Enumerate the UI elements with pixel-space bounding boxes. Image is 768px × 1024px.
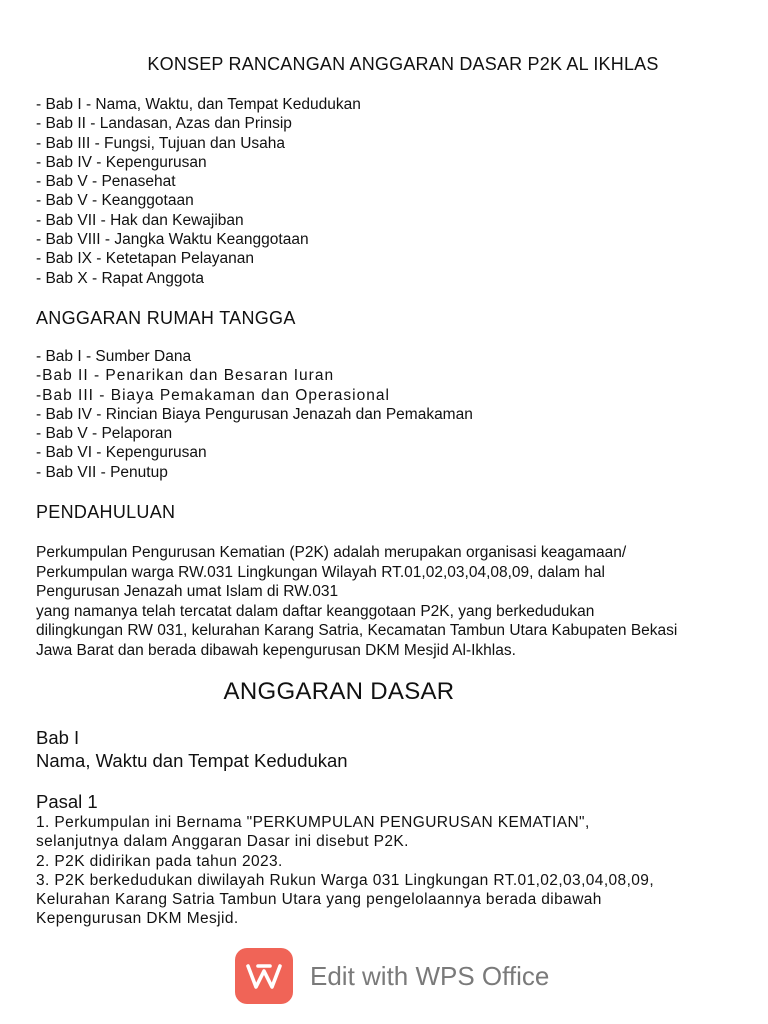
art-chapter-list <box>36 347 473 482</box>
bab-heading <box>36 726 348 772</box>
list-item: - Bab I - Nama, Waktu, dan Tempat Kedudukan <box>36 96 361 113</box>
list-item: - Bab VI - Kepengurusan <box>36 444 207 462</box>
section-title: ANGGARAN DASAR <box>223 678 455 705</box>
list-item: - Bab VIII - Jangka Waktu Keanggotaan <box>36 231 309 249</box>
list-item: - Bab IV - Kepengurusan <box>36 153 207 171</box>
list-item: - Bab VII - Hak dan Kewajiban <box>36 211 244 229</box>
list-item: - Bab V - Pelaporan <box>36 425 173 443</box>
paragraph-line: Jawa Barat dan berada dibawah kepengurusan DKM Mesjid Al-Ikhlas. <box>36 641 516 659</box>
paragraph-line: Perkumpulan warga RW.031 Lingkungan Wilayah RT.01,02,03,04,08,09, dalam hal <box>36 563 605 581</box>
paragraph-line: Pengurusan Jenazah umat Islam di RW.031 <box>36 583 339 600</box>
list-item: - Bab IV - Rincian Biaya Pengurusan Jenazah dan Pemakaman <box>36 405 473 423</box>
list-item: - Bab V - Keanggotaan <box>36 192 194 210</box>
intro-paragraph <box>36 543 756 660</box>
pasal-line: Kepengurusan DKM Mesjid. <box>36 910 239 928</box>
pasal-line: 2. P2K didirikan pada tahun 2023. <box>36 852 283 870</box>
list-item: - Bab III - Fungsi, Tujuan dan Usaha <box>36 134 285 152</box>
document-title: KONSEP RANCANGAN ANGGARAN DASAR P2K AL IKHLAS <box>147 54 659 74</box>
list-item: - Bab I - Sumber Dana <box>36 348 192 365</box>
list-item: - Bab IX - Ketetapan Pelayanan <box>36 250 255 268</box>
list-item: - Bab X - Rapat Anggota <box>36 269 205 287</box>
paragraph-line: yang namanya telah tercatat dalam daftar keanggotaan P2K, yang berkedudukan <box>36 602 595 620</box>
bab-label: Bab I <box>36 727 80 748</box>
wps-watermark[interactable] <box>235 948 549 1004</box>
wps-logo-icon <box>235 948 293 1004</box>
wps-watermark-text: Edit with WPS Office <box>310 960 550 991</box>
pasal-line: Kelurahan Karang Satria Tambun Utara yang pengelolaannya berada dibawah <box>36 891 602 909</box>
pasal-line: 1. Perkumpulan ini Bernama "PERKUMPULAN PENGURUSAN KEMATIAN", <box>36 814 590 831</box>
pasal-line: selanjutnya dalam Anggaran Dasar ini disebut P2K. <box>36 833 409 851</box>
art-heading: ANGGARAN RUMAH TANGGA <box>36 308 296 328</box>
ad-chapter-list <box>36 95 361 288</box>
paragraph-line: dilingkungan RW 031, kelurahan Karang Satria, Kecamatan Tambun Utara Kabupaten Bekasi <box>36 622 678 639</box>
pasal-body <box>36 813 654 929</box>
list-item: -Bab III - Biaya Pemakaman dan Operasional <box>36 386 390 404</box>
pasal-heading: Pasal 1 <box>36 791 98 812</box>
list-item: - Bab II - Landasan, Azas dan Prinsip <box>36 115 292 133</box>
list-item: - Bab V - Penasehat <box>36 173 176 191</box>
pasal-line: 3. P2K berkedudukan diwilayah Rukun Warga 031 Lingkungan RT.01,02,03,04,08,09, <box>36 871 655 889</box>
bab-name: Nama, Waktu dan Tempat Kedudukan <box>36 750 348 771</box>
list-item: - Bab VII - Penutup <box>36 463 168 481</box>
intro-heading: PENDAHULUAN <box>36 502 176 522</box>
list-item: -Bab II - Penarikan dan Besaran Iuran <box>36 367 335 385</box>
paragraph-line: Perkumpulan Pengurusan Kematian (P2K) adalah merupakan organisasi keagamaan/ <box>36 544 627 561</box>
